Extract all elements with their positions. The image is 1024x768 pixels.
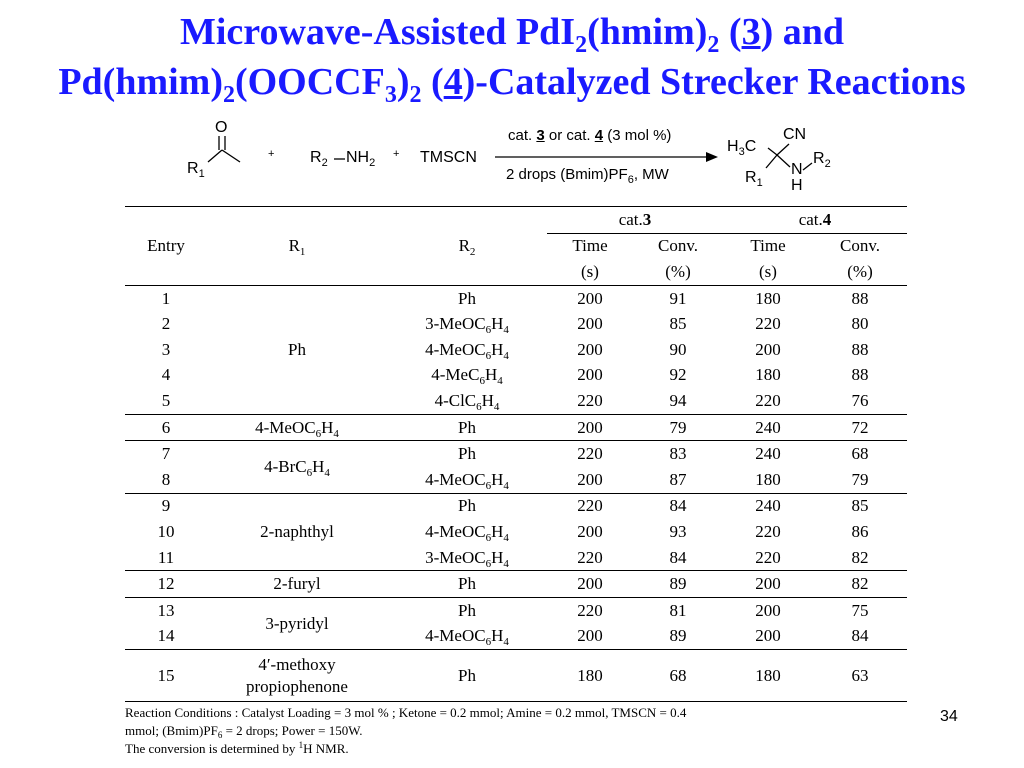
conv-cat4-cell: 79 <box>851 469 869 489</box>
time-cat4-cell: 220 <box>755 314 781 334</box>
table-row <box>125 285 907 311</box>
entry-cell: 9 <box>125 493 207 519</box>
entry-cell: 5 <box>161 390 171 410</box>
entry-cell: 8 <box>161 469 171 489</box>
entry-cell: 6 <box>125 414 207 441</box>
r2-cell: $4-MeOC_6H_4$ <box>425 521 509 544</box>
conv-cat4-cell: 72 <box>813 414 907 441</box>
entry-cell: 2 <box>161 314 171 334</box>
reaction-condition-catalyst: cat. 3 or cat. 4 (3 mol %) <box>508 127 672 144</box>
header-entry: Entry <box>125 207 207 286</box>
time-cat3-cell: 180 <box>547 650 633 702</box>
r2-cell: Ph <box>387 597 547 623</box>
conv-cat3-cell: 92 <box>669 365 687 385</box>
amine-r2: $R_2$ <box>310 149 328 169</box>
conv-cat3-cell: 79 <box>633 414 723 441</box>
conv-cat3-cell: 89 <box>633 571 723 598</box>
conv-cat4-cell: 63 <box>813 650 907 702</box>
table-row <box>125 650 907 702</box>
plus-sign-2: + <box>393 148 400 160</box>
reaction-condition-solvent: 2 drops $(Bmim)PF_6$, MW <box>506 166 669 186</box>
time-cat3-cell: 200 <box>547 571 633 598</box>
table-row <box>125 493 907 519</box>
time-cat4-cell: 180 <box>723 650 813 702</box>
results-table <box>125 206 907 702</box>
table-row <box>125 571 907 598</box>
header-cat-4: cat.4 <box>723 207 907 234</box>
time-cat4-cell: 240 <box>723 414 813 441</box>
header-unit-s-cat3: (s) <box>581 261 599 281</box>
entry-cell: 12 <box>125 571 207 598</box>
table-row <box>125 441 907 467</box>
header-row-catalyst <box>125 207 907 234</box>
time-cat4-cell: 200 <box>723 597 813 623</box>
conv-cat3-cell: 84 <box>669 547 687 567</box>
page-title-line-2: $Pd(hmim)_2(OOCCF_3)_2$ (4)-Catalyzed Strecker Reactions <box>58 61 966 108</box>
conv-cat4-cell: 76 <box>851 390 869 410</box>
conv-cat4-cell: 85 <box>813 493 907 519</box>
r2-cell: $3-MeOC_6H_4$ <box>425 314 509 337</box>
conv-cat4-cell: 88 <box>813 285 907 311</box>
r1-cell: $4-BrC_6H_4$ <box>207 441 387 493</box>
footnote-conditions-line-2: mmol; $(Bmim)PF_6 = 2$ drops; Power = 150W. <box>125 723 363 740</box>
r2-cell: Ph <box>387 571 547 598</box>
conv-cat3-cell: 93 <box>669 521 687 541</box>
entry-cell: 13 <box>125 597 207 623</box>
r2-cell: Ph <box>387 414 547 441</box>
time-cat3-cell: 200 <box>577 365 603 385</box>
entry-cell: 10 <box>157 521 175 541</box>
r2-cell: $4-MeOC_6H_4$ <box>425 469 509 492</box>
r2-cell: Ph <box>387 650 547 702</box>
header-r2: $R_2$ <box>387 207 547 286</box>
time-cat4-cell: 180 <box>723 285 813 311</box>
product-r2: $R_2$ <box>813 150 831 170</box>
conv-cat3-cell: 91 <box>633 285 723 311</box>
conv-cat3-cell: 94 <box>669 390 687 410</box>
time-cat4-cell: 240 <box>723 493 813 519</box>
entry-cell: 4 <box>161 365 171 385</box>
table-row <box>125 597 907 623</box>
header-time-cat4: Time <box>750 236 786 256</box>
header-conv-cat4: Conv. <box>840 236 880 256</box>
amine-nh2: $NH_2$ <box>346 149 376 169</box>
conv-cat3-cell: 87 <box>669 469 687 489</box>
time-cat3-cell: 220 <box>577 390 603 410</box>
conv-cat4-cell: 82 <box>851 547 869 567</box>
time-cat3-cell: 200 <box>577 339 603 359</box>
conv-cat4-cell: 84 <box>851 626 869 646</box>
entry-cell: 11 <box>157 547 175 567</box>
product-nitrogen: N <box>791 161 803 178</box>
r1-cell: 2-naphthyl <box>207 493 387 571</box>
time-cat3-cell: 200 <box>577 314 603 334</box>
product-cyano: CN <box>783 126 807 143</box>
header-conv-cat3: Conv. <box>658 236 698 256</box>
entry-cell: 1 <box>125 285 207 311</box>
r1-cell: 3-pyridyl <box>207 597 387 649</box>
time-cat3-cell: 200 <box>547 285 633 311</box>
time-cat4-cell: 220 <box>755 521 781 541</box>
conv-cat4-cell: 82 <box>813 571 907 598</box>
conv-cat3-cell: 89 <box>669 626 687 646</box>
conv-cat4-cell: 88 <box>851 339 869 359</box>
entry-cell: 3 <box>161 339 171 359</box>
r2-cell: Ph <box>387 493 547 519</box>
header-cat-3: cat.3 <box>547 207 723 234</box>
time-cat3-cell: 220 <box>547 597 633 623</box>
conv-cat3-cell: 83 <box>633 441 723 467</box>
r1-cell: $4-MeOC_6H_4$ <box>207 414 387 441</box>
time-cat3-cell: 220 <box>577 547 603 567</box>
conv-cat4-cell: 80 <box>851 314 869 334</box>
conv-cat3-cell: 85 <box>669 314 687 334</box>
conv-cat3-cell: 81 <box>633 597 723 623</box>
time-cat4-cell: 200 <box>723 571 813 598</box>
r1-cell: Ph <box>207 285 387 414</box>
compound-4-number: 4 <box>443 61 463 103</box>
conv-cat3-cell: 68 <box>633 650 723 702</box>
r1-cell: 2-furyl <box>207 571 387 598</box>
footnote-conditions-line-1: Reaction Conditions : Catalyst Loading = 3 mol % ; Ketone = 0.2 mmol; Amine = 0.2 mmol, TMSCN = 0.4 <box>125 705 687 720</box>
header-r1: $R_1$ <box>207 207 387 286</box>
product-amine-hydrogen: H <box>791 177 803 194</box>
time-cat3-cell: 200 <box>577 469 603 489</box>
ketone-r1: $R_1$ <box>187 160 205 180</box>
plus-sign-1: + <box>268 148 275 160</box>
time-cat4-cell: 200 <box>755 626 781 646</box>
time-cat3-cell: 200 <box>577 626 603 646</box>
time-cat4-cell: 220 <box>755 547 781 567</box>
time-cat4-cell: 220 <box>755 390 781 410</box>
time-cat3-cell: 200 <box>547 414 633 441</box>
r2-cell: $4-MeC_6H_4$ <box>431 365 503 388</box>
entry-cell: 7 <box>125 441 207 467</box>
r2-cell: $4-MeOC_6H_4$ <box>425 339 509 362</box>
time-cat4-cell: 180 <box>755 469 781 489</box>
r2-cell: $4-MeOC_6H_4$ <box>425 626 509 649</box>
header-unit-s-cat4: (s) <box>759 261 777 281</box>
entry-cell: 15 <box>125 650 207 702</box>
entry-cell: 14 <box>157 626 175 646</box>
compound-3-number: 3 <box>741 11 761 53</box>
table-row <box>125 414 907 441</box>
conv-cat3-cell: 84 <box>633 493 723 519</box>
conv-cat4-cell: 86 <box>851 521 869 541</box>
time-cat4-cell: 240 <box>723 441 813 467</box>
time-cat3-cell: 220 <box>547 441 633 467</box>
conv-cat4-cell: 88 <box>851 365 869 385</box>
time-cat3-cell: 220 <box>547 493 633 519</box>
header-unit-pct-cat3: (%) <box>665 261 691 281</box>
time-cat3-cell: 200 <box>577 521 603 541</box>
footnote-nmr: The conversion is determined by $^1$H NMR. <box>125 740 349 756</box>
r1-cell: 4′-methoxy propiophenone <box>207 650 387 702</box>
conv-cat4-cell: 75 <box>813 597 907 623</box>
tmscn-reagent: TMSCN <box>420 149 477 166</box>
product-r1: $R_1$ <box>745 169 763 189</box>
page-number: 34 <box>940 708 958 725</box>
r2-cell: Ph <box>387 441 547 467</box>
conv-cat3-cell: 90 <box>669 339 687 359</box>
r2-cell: $3-MeOC_6H_4$ <box>425 547 509 570</box>
header-unit-pct-cat4: (%) <box>847 261 873 281</box>
ketone-oxygen: O <box>215 119 228 136</box>
r2-cell: $4-ClC_6H_4$ <box>434 390 500 413</box>
product-methyl: $H_3C$ <box>727 138 757 158</box>
page-title-line-1: Microwave-Assisted $PdI_2(hmim)_2$ (3) and <box>180 11 844 58</box>
conv-cat4-cell: 68 <box>813 441 907 467</box>
footnotes <box>125 704 686 758</box>
time-cat4-cell: 200 <box>755 339 781 359</box>
r2-cell: Ph <box>387 285 547 311</box>
time-cat4-cell: 180 <box>755 365 781 385</box>
header-time-cat3: Time <box>572 236 608 256</box>
